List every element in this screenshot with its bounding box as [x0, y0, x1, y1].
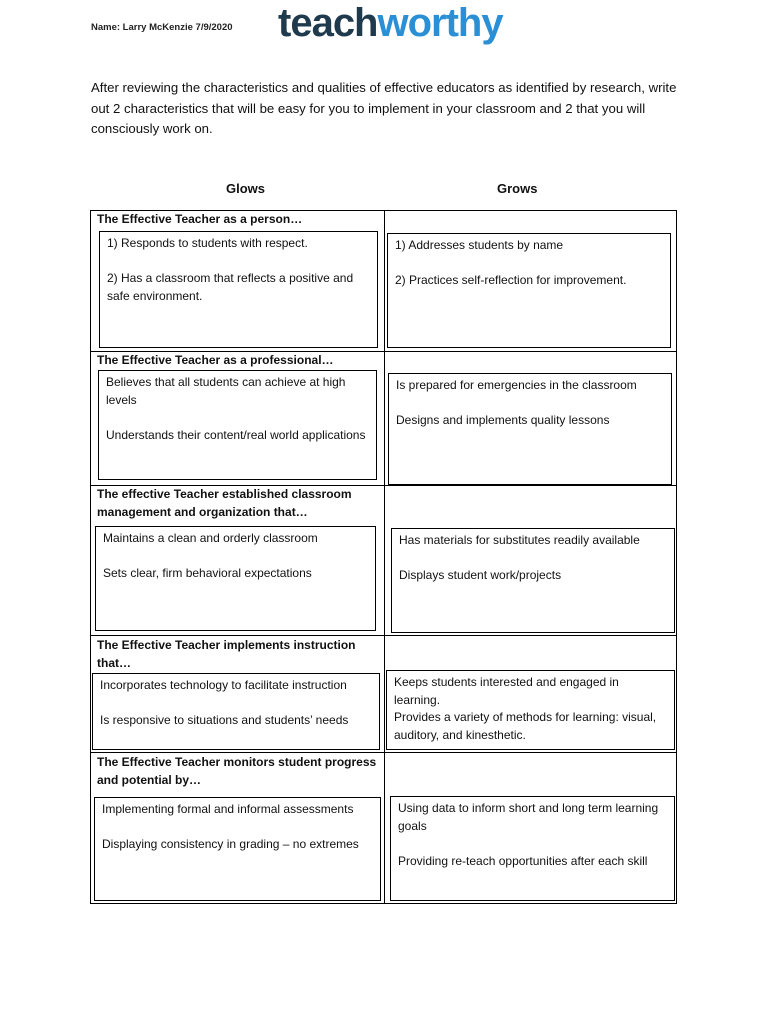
table-row-divider: [90, 752, 677, 753]
grows-box-management: [391, 528, 675, 633]
section-title-management: The effective Teacher established classroom management and organization that…: [97, 487, 352, 519]
logo-text-teach: teach: [278, 1, 378, 45]
grows-box-professional: [388, 373, 672, 485]
glows-box-instruction: [92, 673, 380, 750]
glows-text-person: 1) Responds to students with respect. 2) Has a classroom that reflects a positive and safe environment.: [107, 236, 354, 303]
student-name-date: Name: Larry McKenzie 7/9/2020: [91, 22, 233, 33]
logo-text-worthy: worthy: [377, 1, 503, 45]
glows-text-professional: Believes that all students can achieve at high levels Understands their content/real world applications: [106, 375, 366, 442]
grows-text-professional: Is prepared for emergencies in the classroom Designs and implements quality lessons: [396, 378, 637, 427]
grows-box-instruction: [386, 670, 675, 750]
glows-box-monitoring: [94, 797, 381, 901]
grows-text-monitoring: Using data to inform short and long term learning goals Providing re-teach opportunities after each skill: [398, 801, 659, 868]
grows-column-header: Grows: [497, 181, 538, 196]
grows-box-monitoring: [390, 796, 675, 901]
grows-text-instruction: Keeps students interested and engaged in learning. Provides a variety of methods for learning: visual, auditory, and kinesthetic.: [394, 675, 657, 742]
section-title-instruction: The Effective Teacher implements instruction that…: [97, 638, 356, 670]
table-row-divider: [90, 635, 677, 636]
grows-text-management: Has materials for substitutes readily available Displays student work/projects: [399, 533, 640, 582]
instructions-paragraph: After reviewing the characteristics and qualities of effective educators as identified by research, write out 2 characteristics that will be easy for you to implement in your classroom and 2 that you will consciously work on.: [91, 80, 677, 136]
glows-text-management: Maintains a clean and orderly classroom Sets clear, firm behavioral expectations: [103, 531, 318, 580]
section-title-monitoring: The Effective Teacher monitors student progress and potential by…: [97, 755, 377, 787]
section-title-professional: The Effective Teacher as a professional…: [97, 353, 334, 367]
glows-box-professional: [98, 370, 377, 480]
grows-box-person: [387, 233, 671, 348]
teachworthy-logo: [278, 0, 503, 46]
table-column-divider: [384, 210, 385, 904]
grows-text-person: 1) Addresses students by name 2) Practices self-reflection for improvement.: [395, 238, 627, 287]
section-title-person: The Effective Teacher as a person…: [97, 212, 303, 226]
glows-text-instruction: Incorporates technology to facilitate instruction Is responsive to situations and students’ needs: [100, 678, 349, 727]
glows-box-person: [99, 231, 378, 348]
glows-text-monitoring: Implementing formal and informal assessments Displaying consistency in grading – no extremes: [102, 802, 359, 851]
glows-box-management: [95, 526, 376, 631]
glows-column-header: Glows: [226, 181, 266, 196]
